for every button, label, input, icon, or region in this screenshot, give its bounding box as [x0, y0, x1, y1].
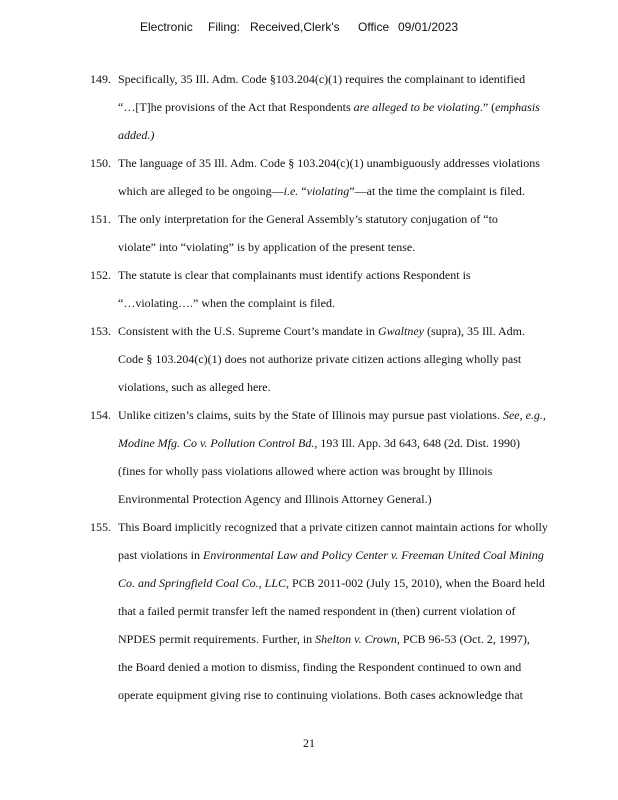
paragraph-number: 155. — [90, 520, 111, 534]
paragraph-line: Environmental Protection Agency and Illinois Attorney General.) — [118, 492, 432, 506]
italic-text: Modine Mfg. Co v. Pollution Control Bd. — [118, 436, 315, 450]
paragraph-line: that a failed permit transfer left the named respondent in (then) current violation of — [118, 604, 516, 618]
paragraph-line: violations, such as alleged here. — [118, 380, 271, 394]
paragraph-line — [118, 128, 154, 143]
paragraph-line: “…[T]he provisions of the Act that Respondents are alleged to be violating.” (emphasis — [118, 100, 540, 114]
header-office: Office — [358, 20, 390, 34]
paragraph-number: 149. — [90, 72, 111, 86]
paragraph-line: the Board denied a motion to dismiss, finding the Respondent continued to own and — [118, 660, 522, 674]
paragraph-line: The only interpretation for the General Assembly’s statutory conjugation of “to — [118, 212, 498, 226]
italic-text: i.e. — [283, 184, 299, 198]
paragraph-number: 153. — [90, 324, 111, 338]
header-received: Received,Clerk's — [250, 20, 340, 34]
paragraph-line: “…violating….” when the complaint is filed. — [118, 296, 335, 310]
paragraph-line: Consistent with the U.S. Supreme Court’s mandate in Gwaltney (supra), 35 Ill. Adm. — [118, 324, 525, 338]
paragraph-line: Code § 103.204(c)(1) does not authorize private citizen actions alleging wholly past — [118, 352, 522, 366]
paragraph-line: NPDES permit requirements. Further, in Shelton v. Crown, PCB 96-53 (Oct. 2, 1997), — [118, 632, 530, 646]
paragraph-number: 154. — [90, 408, 111, 422]
paragraph-number: 150. — [90, 156, 111, 170]
italic-text: violating — [306, 184, 350, 198]
paragraph-line: This Board implicitly recognized that a private citizen cannot maintain actions for wholly — [118, 520, 548, 534]
italic-text: Gwaltney — [377, 324, 424, 338]
paragraph-line: past violations in Environmental Law and Policy Center v. Freeman United Coal Mining — [118, 548, 544, 562]
italic-text: See, e.g., — [502, 408, 546, 422]
italic-text: added.) — [118, 128, 155, 142]
paragraph-line: operate equipment giving rise to continuing violations. Both cases acknowledge that — [118, 688, 523, 702]
paragraph-line: Unlike citizen’s claims, suits by the State of Illinois may pursue past violations. See, e.g., — [118, 408, 546, 422]
header-filing: Filing: — [208, 20, 241, 34]
italic-text: are alleged to be violating — [353, 100, 480, 114]
paragraph-line: which are alleged to be ongoing—i.e. “violating”—at the time the complaint is filed. — [118, 184, 525, 198]
paragraph-line: The language of 35 Ill. Adm. Code § 103.204(c)(1) unambiguously addresses violations — [118, 156, 540, 170]
italic-text: Shelton v. Crown, — [315, 632, 400, 646]
paragraph-line: (fines for wholly pass violations allowed where action was brought by Illinois — [118, 464, 493, 478]
paragraph-number: 152. — [90, 268, 111, 282]
italic-text: Environmental Law and Policy Center v. Freeman United Coal Mining — [203, 548, 544, 562]
italic-text: emphasis — [495, 100, 540, 114]
paragraph-line: violate” into “violating” is by application of the present tense. — [118, 240, 416, 254]
paragraph-line: Co. and Springfield Coal Co., LLC, PCB 2011-002 (July 15, 2010), when the Board held — [118, 576, 545, 590]
paragraph-line: The statute is clear that complainants must identify actions Respondent is — [118, 268, 471, 282]
page-number: 21 — [303, 736, 315, 750]
header-date: 09/01/2023 — [398, 20, 459, 34]
header-electronic: Electronic — [140, 20, 193, 34]
paragraph-number: 151. — [90, 212, 111, 226]
paragraph-line: Specifically, 35 Ill. Adm. Code §103.204(c)(1) requires the complainant to identified — [118, 72, 526, 86]
italic-text: Co. and Springfield Coal Co., LLC, — [118, 576, 290, 590]
paragraph-line: Modine Mfg. Co v. Pollution Control Bd., 193 Ill. App. 3d 643, 648 (2d. Dist. 1990) — [118, 436, 520, 450]
